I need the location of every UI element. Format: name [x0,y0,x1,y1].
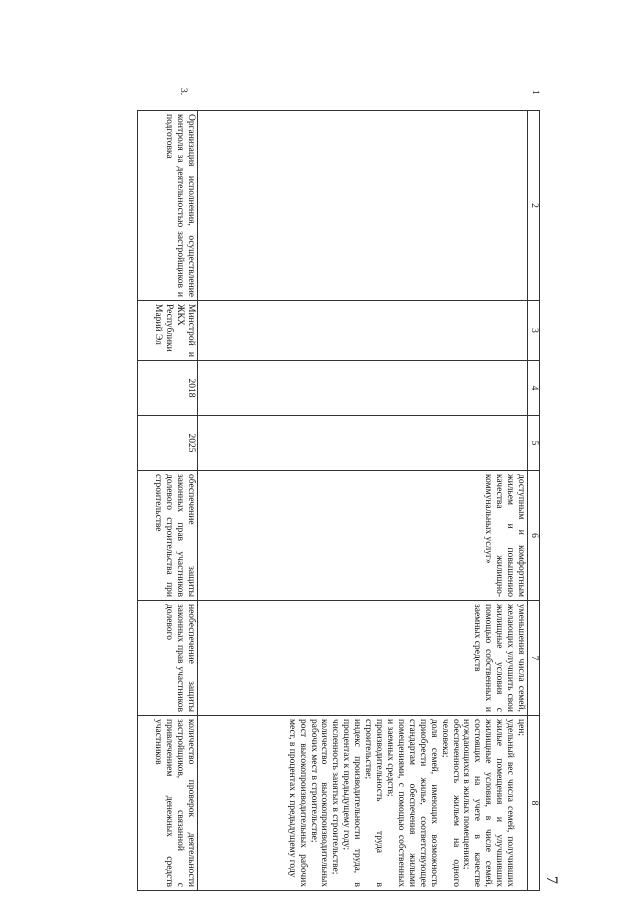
page-number: 7 [543,876,560,884]
program-table [137,110,540,891]
cell-executor: Минстрой и ЖКХ Республики Марий Эл [138,301,198,361]
col-header-4: 4 [528,361,540,416]
cell-goal-continued: доступным и комфортным жильем и повышению качества жилищно-коммунальных услуг» [198,471,528,601]
col-header-6: 6 [528,471,540,601]
cell-start-year: 2018 [138,361,198,416]
cell-measure-name: Организация исполнения, осуществление контроля за деятельностью застройщиков и подготовка [138,111,198,301]
landscape-sheet [110,60,560,902]
col-header-3: 3 [528,301,540,361]
col-header-5: 5 [528,416,540,471]
cell-end-year: 2025 [138,416,198,471]
col-header-2: 2 [528,111,540,301]
cell-indicators: количество проверок деятельности застройщиков, связанной с привлечением денежных средств участников [138,716,198,891]
cell-consequence-continued: уменьшения числа семей, желающих улучшить свои жилищные условия с помощью собственных и заемных средств [198,601,528,716]
table-row [138,111,198,891]
cell-consequence: необеспечение защиты законных прав участников долевого [138,601,198,716]
table-row [198,111,528,891]
header-row [528,111,540,891]
cell-goal: обеспечение защиты законных прав участников долевого строительства при строительстве [138,471,198,601]
col-header-8: 8 [528,716,540,891]
cell-indicators-continued: цен; удельный вес числа семей, получивших жилые помещения и улучшивших жилищные условия, в числе семей, состоящих на учете в качестве нуждающихся в жилых помещениях; обеспеченность жильем на одного человека; доля семей, имеющих возможность приобрести жилье, соответствующее стандартам обеспечения жилыми помещениями, с помощью собственных и заемных средств; производительность труда в строительстве; индекс производительности труда, в процентах к предыдущему году; численность занятых в строительстве; количество высокопроизводительных рабочих мест в строительстве; рост высокопроизводительных рабочих мест, в процентах к предыдущему году [198,716,528,891]
col-header-1: 1 [530,90,540,95]
row-number: 3. [178,88,188,96]
col-header-7: 7 [528,601,540,716]
